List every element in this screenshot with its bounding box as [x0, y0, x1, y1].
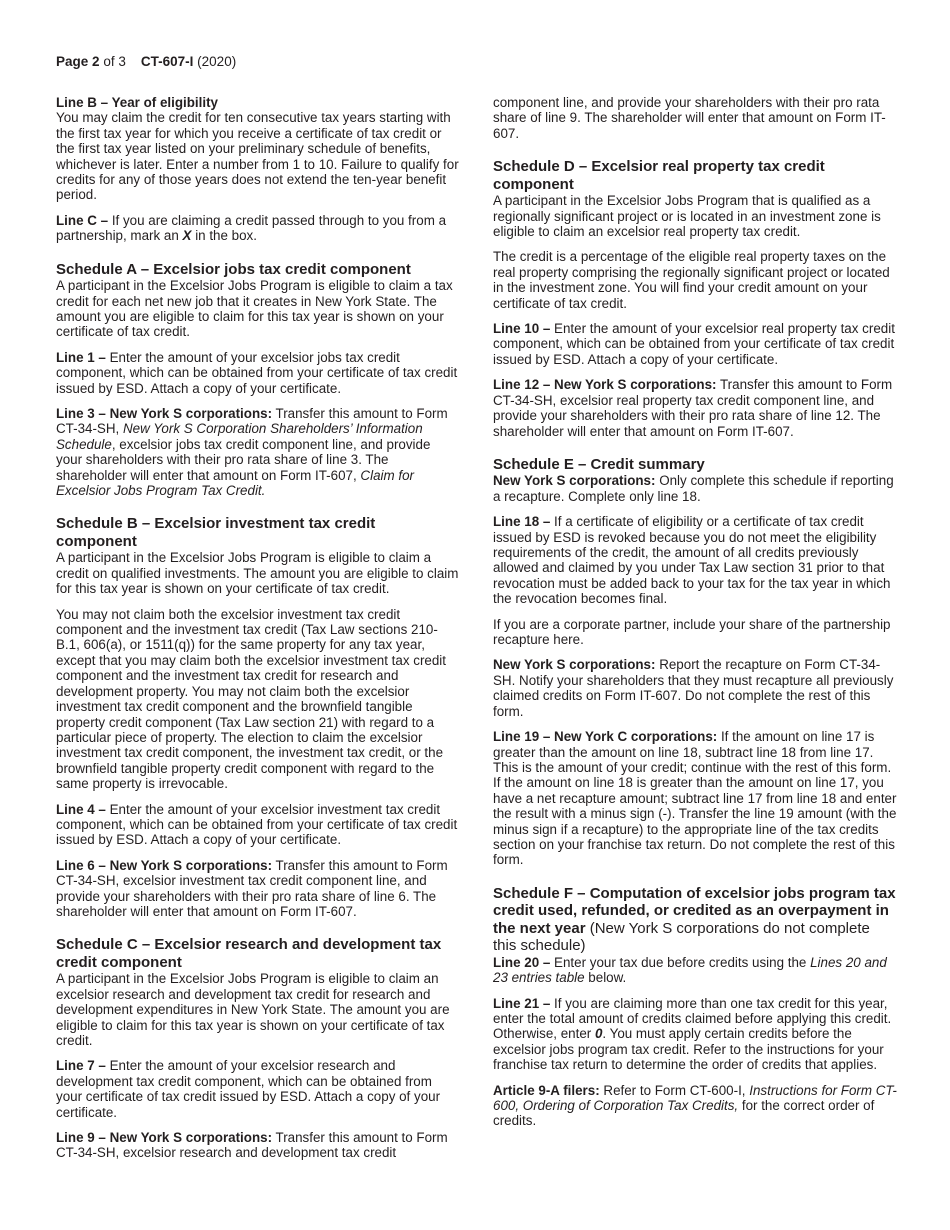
scheduleF-heading: [493, 885, 897, 955]
lineB-heading: Line B – Year of eligibility: [56, 95, 218, 110]
line4-paragraph: [56, 802, 460, 848]
line4-label: Line 4 –: [56, 801, 106, 817]
line7-text: Enter the amount of your excelsior research and development tax credit component, which can be obtained from your certificate of tax credit issued by ESD. Attach a copy of your certificate.: [56, 1058, 441, 1120]
line9-label: Line 9 – New York S corporations:: [56, 1130, 273, 1146]
line7-label: Line 7 –: [56, 1058, 106, 1074]
line1-label: Line 1 –: [56, 349, 106, 365]
line12-paragraph: [493, 377, 897, 439]
scheduleD-text-1: A participant in the Excelsior Jobs Program that is qualified as a regionally significant project or is located in an investment zone is eligible to claim an excelsior real property tax credit.: [493, 193, 881, 240]
line21-zero: 0: [594, 1026, 603, 1042]
scheduleA-heading: Schedule A – Excelsior jobs tax credit component: [56, 260, 411, 278]
scheduleC-heading: Schedule C – Excelsior research and development tax credit component: [56, 936, 442, 971]
line3-text-a: Transfer this amount to Form CT-34-SH,: [56, 406, 448, 437]
scheduleE-text: Only complete this schedule if reporting a recapture. Complete only line 18.: [493, 473, 894, 504]
line9-text: Transfer this amount to Form CT-34-SH, excelsior research and development tax credit: [56, 1130, 448, 1161]
article9a-text: Refer to Form CT-600-I,: [599, 1082, 750, 1098]
line21-paragraph: [493, 996, 897, 1073]
line3-paragraph: [56, 406, 460, 498]
line4-text: Enter the amount of your excelsior investment tax credit component, which can be obtained from your certificate of tax credit issued by ESD. Attach a copy of your certificate.: [56, 801, 458, 848]
scheduleE-paragraph: [493, 473, 897, 504]
lineC-x-mark: X: [182, 228, 192, 244]
line20-paragraph: [493, 955, 897, 986]
scheduleF-title: Schedule F – Computation of excelsior jobs program tax credit used, refunded, or credited as an overpayment in the next year: [493, 884, 896, 937]
line12-label: Line 12 – New York S corporations:: [493, 377, 717, 393]
article9a-end: for the correct order of credits.: [493, 1098, 875, 1129]
line6-paragraph: [56, 858, 460, 920]
line18-text: If a certificate of eligibility or a certificate of tax credit issued by ESD is revoked because you do not meet the eligibility requirements of the credit, the amount of all credits previously allowed and claimed by you under Tax Law section 31 prior to that revocation must be added back to your tax for the tax year in which the revocation becomes final.: [493, 514, 891, 607]
page-header: [56, 54, 236, 70]
line9-continued: component line, and provide your shareholders with their pro rata share of line 9. The shareholder will enter that amount on Form IT-607.: [493, 95, 886, 141]
scheduleB-heading: Schedule B – Excelsior investment tax credit component: [56, 515, 376, 550]
nys-recapture-paragraph: [493, 657, 897, 719]
line21-text: If you are claiming more than one tax credit for this year, enter the total amount of credits claimed before applying this credit. Otherwise, enter: [493, 995, 892, 1042]
line6-label: Line 6 – New York S corporations:: [56, 857, 273, 873]
left-column: [56, 95, 460, 1161]
scheduleD-heading: Schedule D – Excelsior real property tax credit component: [493, 158, 825, 193]
line18-paragraph: [493, 514, 897, 606]
line7-paragraph: [56, 1058, 460, 1120]
right-column: [493, 95, 897, 1129]
nys-label: New York S corporations:: [493, 657, 656, 673]
line21-label: Line 21 –: [493, 995, 551, 1011]
scheduleB-text-1: A participant in the Excelsior Jobs Program is eligible to claim a credit on qualified investments. The amount you are eligible to claim for this tax year is shown on your certificate of tax credit.: [56, 550, 459, 597]
line10-paragraph: [493, 321, 897, 367]
form-number: CT-607-I: [140, 54, 194, 69]
line3-text-b: , excelsior jobs tax credit component line, and provide your shareholders with their pro rata share of line 3. The shareholder will enter that amount on Form IT-607,: [56, 436, 431, 483]
scheduleC-text: A participant in the Excelsior Jobs Program is eligible to claim an excelsior research and development tax credit for research and development expenditures in New York State. The amount you are eligible to claim for this tax year is shown on your certificate of tax credit.: [56, 971, 450, 1048]
line3-italic-2: Claim for Excelsior Jobs Program Tax Credit.: [56, 467, 414, 499]
page-total: of 3: [103, 54, 126, 69]
scheduleB-text-2: You may not claim both the excelsior investment tax credit component and the investment tax credit (Tax Law sections 210-B.1, 606(a), or 1511(q)) for the same property for any tax year, except that you may claim both the excelsior investment tax credit component and the investment tax credit for research and development property. You may not claim both the excelsior investment tax credit component and the brownfield tangible property credit component (Tax Law section 21) with regard to a particular piece of property. The election to claim the excelsior investment tax credit component, the investment tax credit, or the brownfield tangible property credit component with regard to the same property is irrevocable.: [56, 606, 446, 792]
line10-text: Enter the amount of your excelsior real property tax credit component, which can be obtained from your certificate of tax credit issued by ESD. Attach a copy of your certificate.: [493, 321, 895, 367]
line20-text: Enter your tax due before credits using the: [550, 954, 811, 970]
line3-italic-1: New York S Corporation Shareholders’ Information Schedule: [56, 421, 423, 452]
line20-end: below.: [584, 970, 627, 986]
line1-text: Enter the amount of your excelsior jobs tax credit component, which can be obtained from your certificate of tax credit issued by ESD. Attach a copy of your certificate.: [56, 349, 458, 396]
lineC-label: Line C –: [56, 212, 109, 228]
lineB-text: You may claim the credit for ten consecutive tax years starting with the first tax year for which you receive a certificate of tax credit or the first tax year listed on your preliminary schedule of benefits, whichever is later. Enter a number from 1 to 10. Failure to qualify for credits for any of those years does not extend the ten-year benefit period.: [56, 110, 459, 203]
scheduleD-text-2: The credit is a percentage of the eligible real property taxes on the real property comprising the regionally significant project or located in the investment zone. You will find your credit amount on your certificate of tax credit.: [493, 249, 890, 311]
line20-label: Line 20 –: [493, 954, 551, 970]
page-label: Page: [56, 54, 89, 69]
line20-italic: Lines 20 and 23 entries table: [493, 954, 887, 986]
form-year: (2020): [197, 54, 237, 69]
partner-paragraph: If you are a corporate partner, include your share of the partnership recapture here.: [493, 616, 891, 648]
line10-label: Line 10 –: [493, 321, 551, 337]
line21-end: . You must apply certain credits before the excelsior jobs program tax credit. Refer to the instructions for your franchise tax return to determine the order of credits that applies.: [493, 1026, 884, 1073]
lineC-end: in the box.: [191, 228, 257, 244]
line6-text: Transfer this amount to Form CT-34-SH, excelsior investment tax credit component line, and provide your shareholders with their pro rata share of line 6. The shareholder will enter that amount on Form IT-607.: [56, 857, 448, 919]
scheduleE-label: New York S corporations:: [493, 473, 656, 489]
nys-text: Report the recapture on Form CT-34-SH. Notify your shareholders that they must recapture all previously claimed credits on Form IT-607. Do not complete the rest of this form.: [493, 657, 894, 719]
article9a-italic: Instructions for Form CT-600, Ordering of Corporation Tax Credits,: [493, 1082, 897, 1113]
lineC-text: If you are claiming a credit passed through to you from a partnership, mark an: [56, 212, 447, 244]
line1-paragraph: [56, 350, 460, 396]
line19-label: Line 19 – New York C corporations:: [493, 729, 718, 745]
scheduleA-text: A participant in the Excelsior Jobs Program is eligible to claim a tax credit for each net new job that it creates in New York State. The amount you are eligible to claim for this tax year is shown on your certificate of tax credit.: [56, 278, 453, 340]
line12-text: Transfer this amount to Form CT-34-SH, excelsior real property tax credit component line, and provide your shareholders with their pro rata share of line 12. The shareholder will enter that amount on Form IT-607.: [493, 377, 893, 439]
scheduleE-heading: Schedule E – Credit summary: [493, 455, 705, 473]
line18-label: Line 18 –: [493, 514, 551, 530]
article9a-paragraph: [493, 1083, 897, 1129]
line3-label: Line 3 – New York S corporations:: [56, 406, 273, 421]
page-number: 2: [92, 54, 100, 69]
scheduleF-note: (New York S corporations do not complete this schedule): [493, 919, 870, 955]
line9-paragraph: [56, 1130, 460, 1161]
line19-text: If the amount on line 17 is greater than the amount on line 18, subtract line 18 from line 17. This is the amount of your credit; continue with the rest of this form. If the amount on line 18 is greater than the amount on line 17, you have a net recapture amount; subtract line 17 from line 18 and enter the result with a minus sign (-). Transfer the line 19 amount (with the minus sign if a recapture) to the appropriate line of the tax credits section on your franchise tax return. Do not complete the rest of this form.: [493, 729, 897, 868]
line19-paragraph: [493, 729, 897, 868]
article9a-label: Article 9-A filers:: [493, 1082, 600, 1098]
lineC-paragraph: [56, 213, 460, 244]
